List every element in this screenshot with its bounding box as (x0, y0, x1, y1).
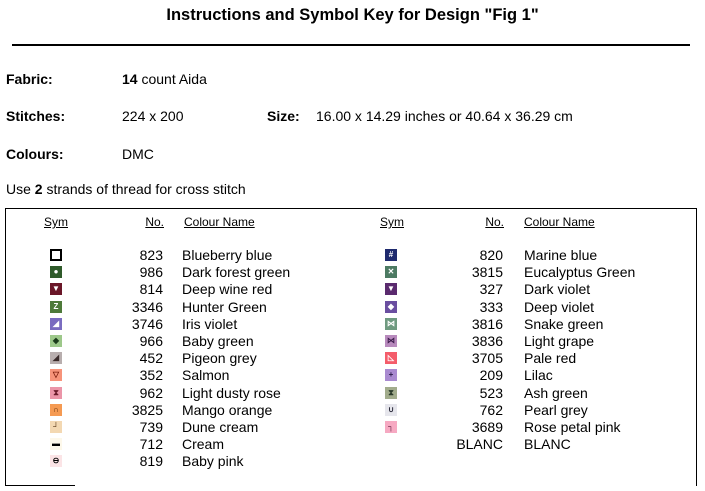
colour-number: 962 (139, 384, 163, 401)
arch-icon: ∩ (50, 404, 62, 416)
colour-number: 209 (479, 367, 503, 384)
colour-number: 452 (139, 350, 163, 367)
colour-name: Pale red (524, 350, 577, 367)
colour-number: 3825 (131, 401, 163, 418)
blank-icon (385, 438, 397, 450)
key-row (0, 367, 705, 384)
stitches-label: Stitches: (6, 108, 66, 124)
colour-number: 3705 (471, 350, 503, 367)
corner-icon: ┐ (385, 421, 397, 433)
bar-icon: ▬ (52, 439, 60, 449)
triangle-outline-icon: ▽ (50, 369, 62, 381)
key-row (0, 299, 705, 316)
key-row (0, 264, 705, 281)
stitches-value: 224 x 200 (122, 108, 184, 124)
colour-name: Pigeon grey (182, 350, 257, 367)
fabric-label: Fabric: (6, 71, 53, 87)
instr-suffix: strands of thread for cross stitch (46, 181, 246, 197)
colour-name: BLANC (524, 436, 571, 453)
colour-name: Ash green (524, 384, 588, 401)
key-row (0, 333, 705, 350)
key-row (0, 436, 705, 453)
diamond-icon: ◆ (385, 301, 397, 313)
colour-number: 3689 (471, 418, 503, 435)
colour-number: 3746 (131, 315, 163, 332)
colour-name: Deep wine red (182, 281, 273, 298)
colour-number: 823 (139, 247, 163, 263)
instr-prefix: Use (6, 181, 31, 197)
key-row (0, 402, 705, 419)
colour-number: 327 (479, 281, 503, 298)
colour-name: Blueberry blue (182, 247, 273, 263)
hash-icon: # (385, 249, 397, 261)
wedge-icon: ◢ (50, 318, 62, 330)
colour-number: 3346 (131, 298, 163, 315)
strand-count: 2 (34, 181, 43, 197)
key-row (0, 247, 705, 264)
colour-name: Snake green (524, 315, 604, 332)
header-no-left: No. (145, 215, 164, 229)
colour-number: 523 (479, 384, 503, 401)
triangle-down-icon: ▼ (385, 283, 397, 295)
header-sym-left: Sym (44, 215, 68, 229)
wedge-icon: ◢ (50, 352, 62, 364)
fabric-count: 14 (122, 71, 138, 87)
colour-number: 3815 (471, 264, 503, 281)
colour-number: 819 (139, 453, 163, 470)
header-name-left: Colour Name (184, 215, 255, 229)
colour-name: Baby green (182, 332, 254, 349)
colour-name: Cream (182, 436, 225, 453)
colour-number: 762 (479, 401, 503, 418)
size-value: 16.00 x 14.29 inches or 40.64 x 36.29 cm (316, 108, 573, 124)
hourglass-icon: ⧗ (385, 387, 397, 399)
colour-name: Deep violet (524, 298, 595, 315)
colours-label: Colours: (6, 146, 64, 162)
colour-name: Mango orange (182, 401, 273, 418)
colour-number: 712 (139, 436, 163, 453)
colour-name: Hunter Green (182, 298, 267, 315)
colour-number: 820 (479, 247, 503, 263)
colour-name: Light dusty rose (182, 384, 281, 401)
colour-name: Dark forest green (182, 264, 291, 281)
key-row (0, 281, 705, 298)
bowtie-icon: ⋈ (387, 318, 395, 328)
colour-number: 814 (139, 281, 163, 298)
header-sym-right: Sym (380, 215, 404, 229)
colour-name: Pearl grey (524, 401, 588, 418)
title-rule (12, 44, 690, 46)
key-row (0, 419, 705, 436)
cup-icon: ∪ (385, 404, 397, 416)
corner-icon: ┘ (50, 421, 62, 433)
size-label: Size: (267, 108, 300, 124)
colour-name: Rose petal pink (524, 418, 621, 435)
colour-number: 333 (479, 298, 503, 315)
colour-number: 3836 (471, 332, 503, 349)
colour-name: Baby pink (182, 453, 244, 470)
circle-bar-icon: ⊖ (50, 455, 62, 467)
z-icon: Z (50, 301, 62, 313)
circle-icon: ● (50, 266, 62, 278)
diamond-icon: ◆ (50, 335, 62, 347)
key-column-right (0, 247, 705, 453)
colour-name: Dune cream (182, 418, 259, 435)
colour-name: Marine blue (524, 247, 598, 263)
colours-value: DMC (122, 146, 154, 162)
colour-number: 986 (139, 264, 163, 281)
thread-instructions (6, 181, 246, 197)
x-icon: ✕ (385, 266, 397, 278)
table-bottom-rule (5, 485, 75, 486)
colour-number: 966 (139, 332, 163, 349)
plus-icon: + (385, 369, 397, 381)
fabric-value (122, 71, 207, 87)
page-title: Instructions and Symbol Key for Design "Fig 1" (166, 6, 539, 24)
triangle-down-icon: ▼ (50, 283, 62, 295)
hourglass-icon: ⧗ (50, 387, 62, 399)
key-row (0, 385, 705, 402)
key-row (0, 453, 705, 470)
colour-number: BLANC (456, 436, 503, 453)
ruler-triangle-icon: ◺ (385, 352, 397, 364)
colour-name: Iris violet (182, 315, 238, 332)
colour-name: Eucalyptus Green (524, 264, 636, 281)
colour-name: Dark violet (524, 281, 591, 298)
colour-number: 352 (139, 367, 163, 384)
key-row (0, 316, 705, 333)
fabric-type: count Aida (141, 71, 207, 87)
bowtie-icon: ⋈ (387, 335, 395, 345)
colour-name: Lilac (524, 367, 553, 384)
colour-name: Salmon (182, 367, 230, 384)
key-row (0, 350, 705, 367)
colour-number: 739 (139, 418, 163, 435)
colour-name: Light grape (524, 332, 595, 349)
header-name-right: Colour Name (524, 215, 595, 229)
header-no-right: No. (485, 215, 504, 229)
colour-number: 3816 (471, 315, 503, 332)
